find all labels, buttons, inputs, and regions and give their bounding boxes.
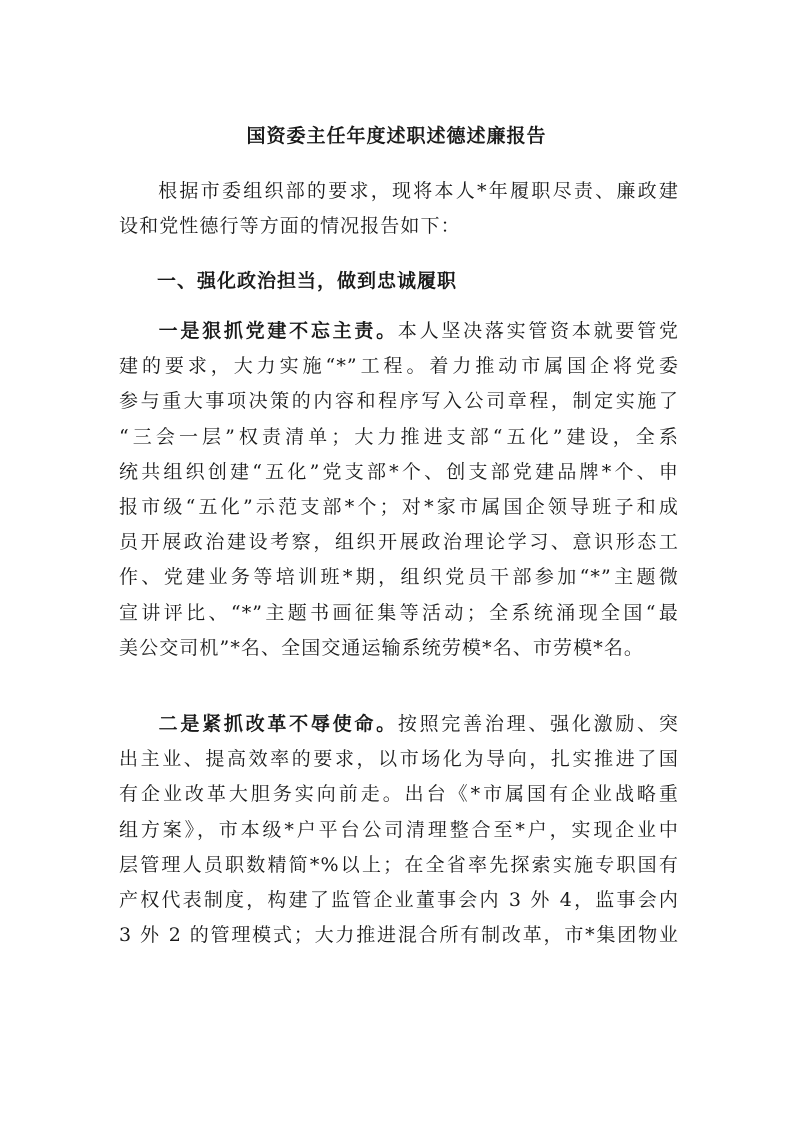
paragraph-2-line: 出主业、提高效率的要求，以市场化为导向，扎实推进了国: [119, 748, 679, 771]
paragraph-2-line: 3 外 2 的管理模式；大力推进混合所有制改革，市*集团物业: [119, 924, 679, 947]
paragraph-2-lead: 二是紧抓改革不辱使命。: [157, 713, 398, 735]
intro-line-1: 根据市委组织部的要求，现将本人*年履职尽责、廉政建: [157, 180, 679, 202]
paragraph-1-line: 统共组织创建“五化”党支部*个、创支部党建品牌*个、申: [119, 460, 679, 483]
section-1-heading: 一、强化政治担当，做到忠诚履职: [157, 270, 458, 292]
paragraph-1: [119, 314, 679, 666]
paragraph-1-line: 美公交司机”*名、全国交通运输系统劳模*名、市劳模*名。: [119, 636, 645, 659]
paragraph-2: [119, 707, 679, 953]
paragraph-2-line: 层管理人员职数精简*%以上；在全省率先探索实施专职国有: [119, 853, 679, 876]
paragraph-2-line-1: 二是紧抓改革不辱使命。按照完善治理、强化激励、突: [157, 713, 679, 735]
paragraph-1-line: 宣讲评比、“*”主题书画征集等活动；全系统涌现全国“最: [119, 601, 679, 624]
paragraph-1-line: 建的要求，大力实施“*”工程。着力推动市属国企将党委: [119, 355, 679, 378]
paragraph-2-line: 有企业改革大胆务实向前走。出台《*市属国有企业战略重: [119, 783, 679, 806]
paragraph-1-lead: 一是狠抓党建不忘主责。: [157, 320, 398, 342]
paragraph-1-line: 员开展政治建设考察，组织开展政治理论学习、意识形态工: [119, 531, 679, 554]
intro-line-2: 设和党性德行等方面的情况报告如下：: [119, 215, 461, 238]
intro-paragraph: [119, 174, 679, 244]
paragraph-2-line: 组方案》，市本级*户平台公司清理整合至*户，实现企业中: [119, 818, 679, 841]
paragraph-1-line: 参与重大事项决策的内容和程序写入公司章程，制定实施了: [119, 390, 679, 413]
paragraph-1-line: 报市级“五化”示范支部*个；对*家市属国企领导班子和成: [119, 496, 679, 519]
paragraph-1-line: “三会一层”权责清单；大力推进支部“五化”建设，全系: [119, 425, 679, 448]
paragraph-2-line: 产权代表制度，构建了监管企业董事会内 3 外 4，监事会内: [119, 889, 679, 912]
paragraph-1-line: 作、党建业务等培训班*期，组织党员干部参加“*”主题微: [119, 566, 679, 589]
document-title: 国资委主任年度述职述德述廉报告: [246, 125, 547, 147]
paragraph-1-line-1: 一是狠抓党建不忘主责。本人坚决落实管资本就要管党: [157, 320, 679, 342]
